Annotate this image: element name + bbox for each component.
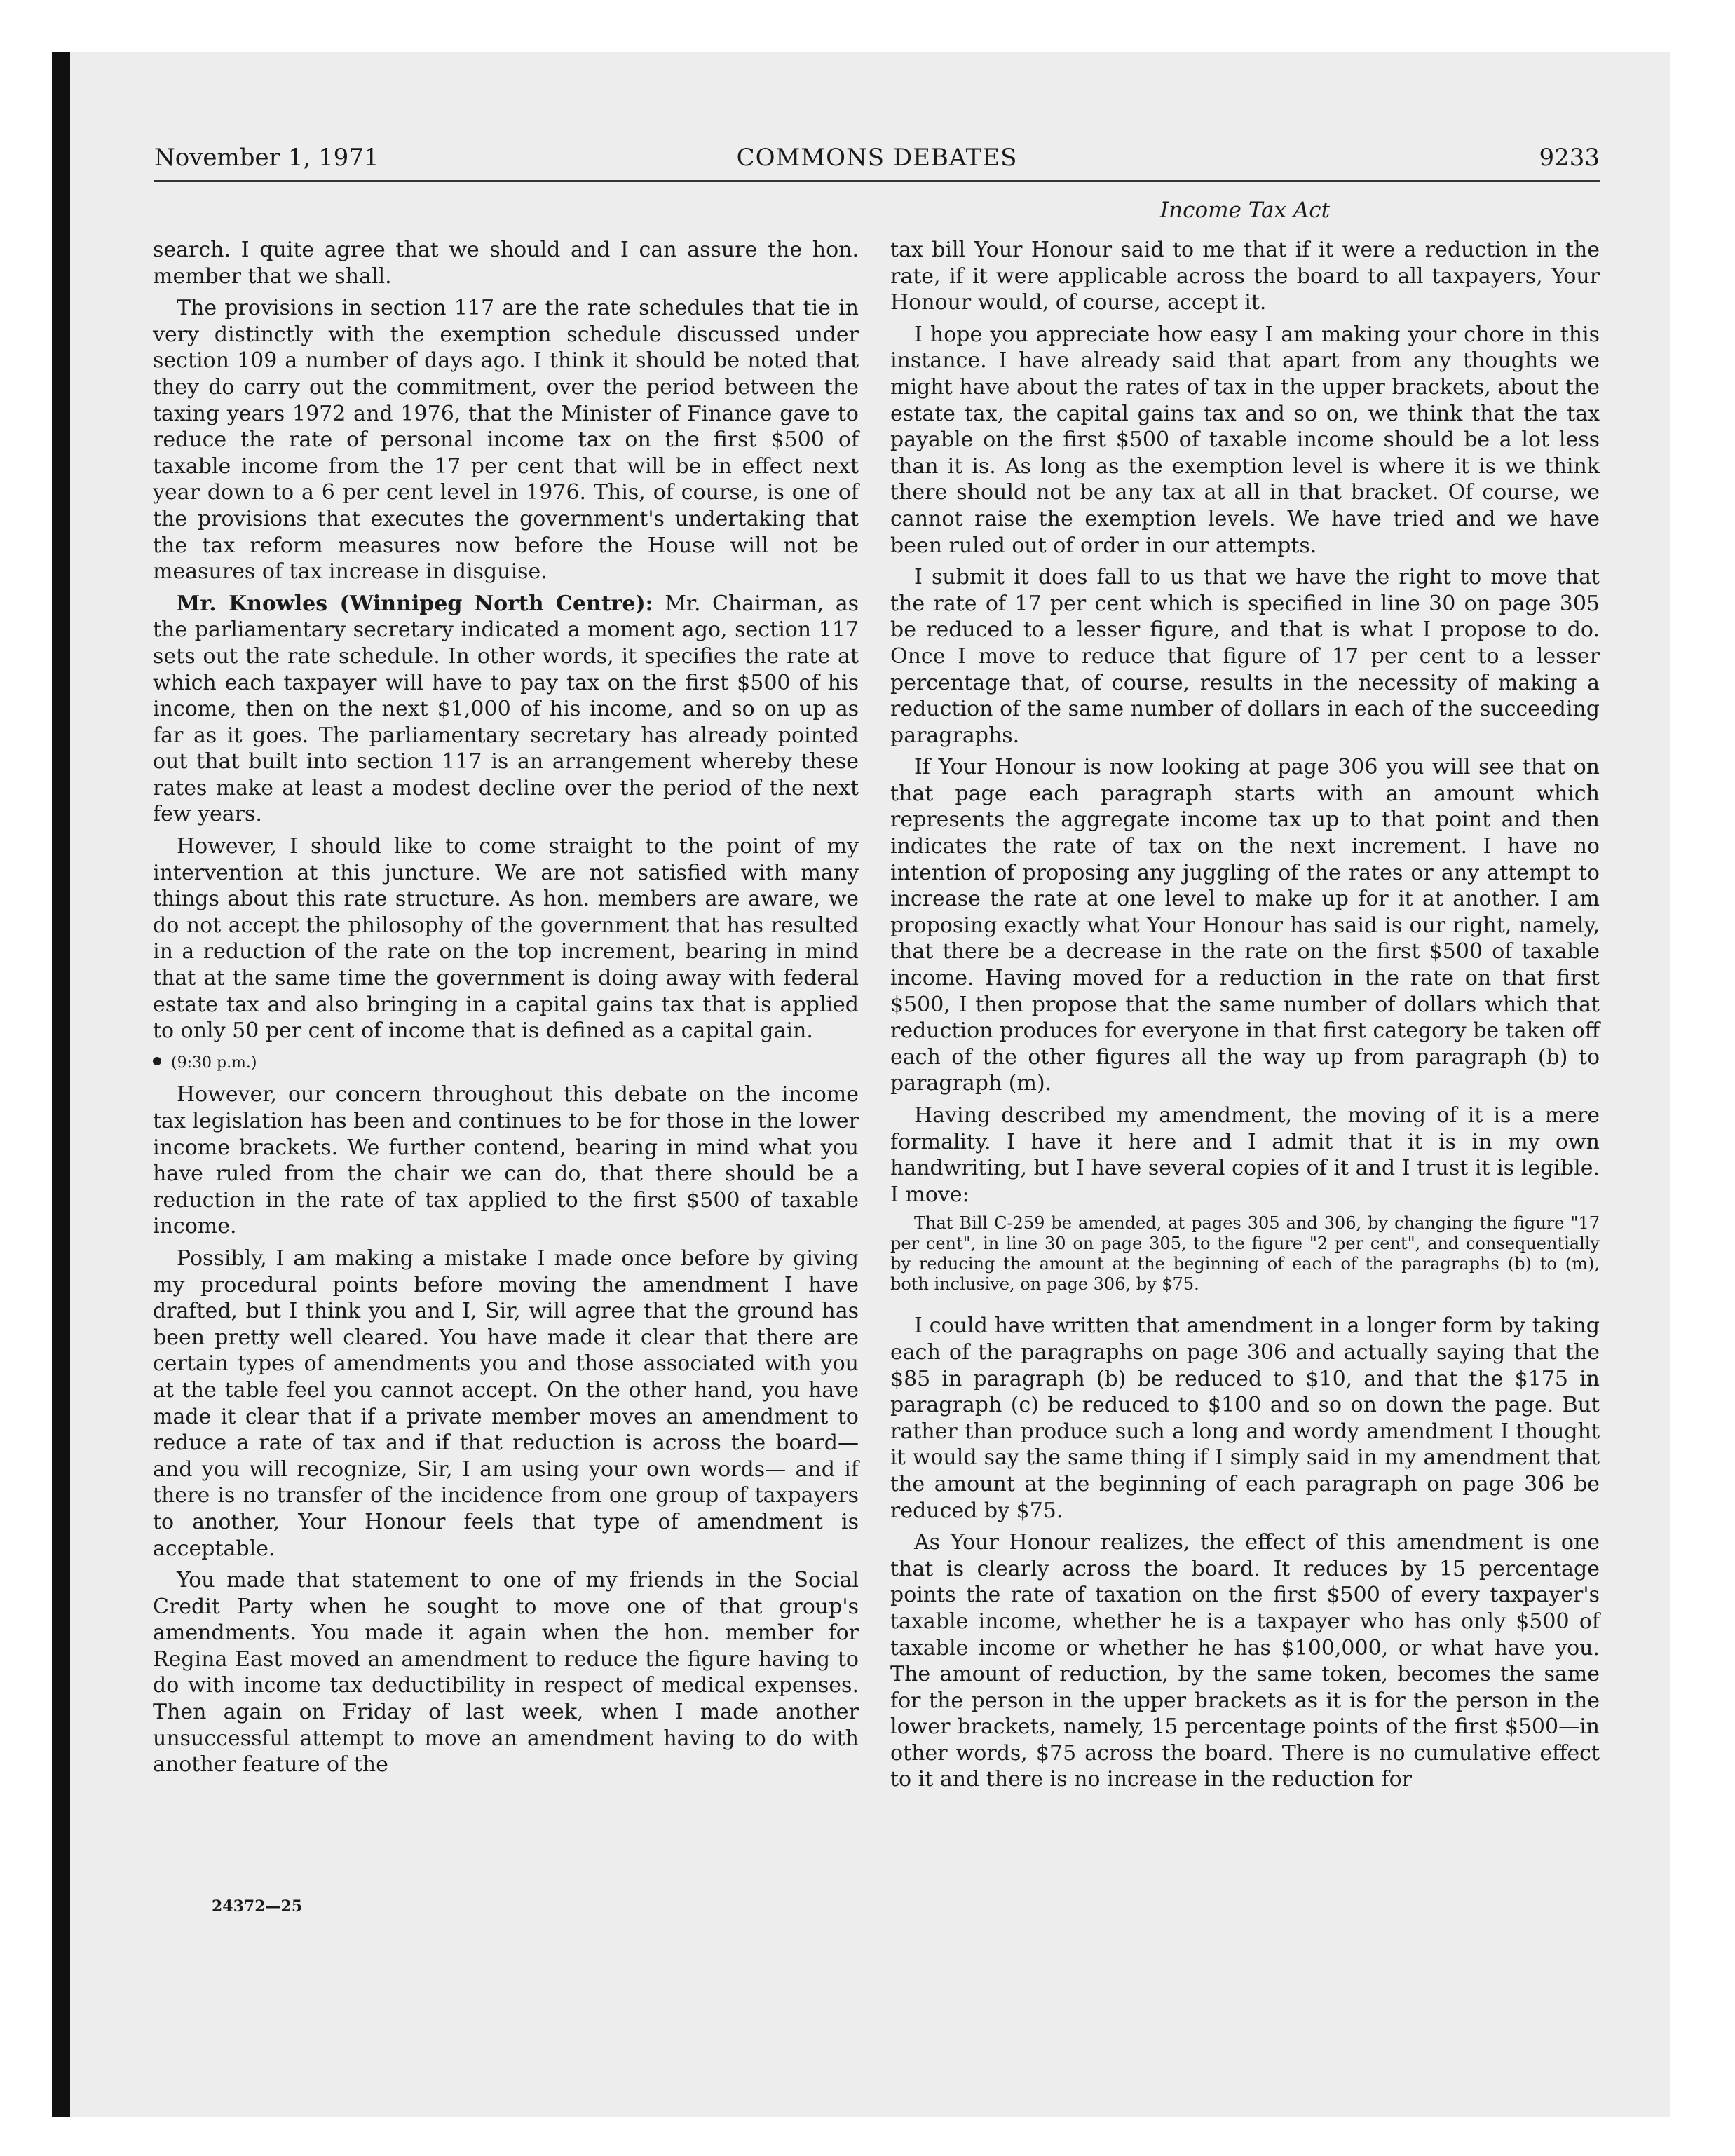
time-marker-text: (9:30 p.m.) xyxy=(171,1053,257,1072)
speech-text: Mr. Chairman, as the parliamentary secretary indicated a moment ago, section 117 sets out the rate schedule. In other words, it specifies the rate at which each taxpayer will have to pay tax on the first $500 of his income, then on the next $1,000 of his income, and so on up as far as it goes. The parliamentary secretary has already pointed out that built into section 117 is an arrangement whereby these rates make at least a modest decline over the period of the next few years. xyxy=(153,591,859,827)
speaker-paragraph xyxy=(153,591,859,828)
paragraph: search. I quite agree that we should and I can assure the hon. member that we shall. xyxy=(153,238,859,289)
paragraph: As Your Honour realizes, the effect of this amendment is one that is clearly across the board. It reduces by 15 percentage points the rate of taxation on the first $500 of every taxpayer's taxable income, whether he is a taxpayer who has only $500 of taxable income or whether he has $100,000, or what have you. The amount of reduction, by the same token, becomes the same for the person in the upper brackets as it is for the person in the lower brackets, namely, 15 percentage points of the first $500—in other words, $75 across the board. There is no cumulative effect to it and there is no increase in the reduction for xyxy=(890,1530,1600,1792)
header-date: November 1, 1971 xyxy=(154,144,379,172)
paragraph: tax bill Your Honour said to me that if it were a reduction in the rate, if it were applicable across the board to all taxpayers, Your Honour would, of course, accept it. xyxy=(890,238,1600,315)
section-subhead: Income Tax Act xyxy=(1159,198,1331,223)
paragraph: Having described my amendment, the moving of it is a mere formality. I have it here and I admit that it is in my own handwriting, but I have several copies of it and I trust it is legible. I move: xyxy=(890,1103,1600,1207)
right-column xyxy=(890,237,1600,1898)
paragraph: Possibly, I am making a mistake I made once before by giving my procedural points before moving the amendment I have drafted, but I think you and I, Sir, will agree that the ground has been pretty well cleared. You have made it clear that there are certain types of amendments you and those associated with you at the table feel you cannot accept. On the other hand, you have made it clear that if a private member moves an amendment to reduce a rate of tax and if that reduction is across the board— and you will recognize, Sir, I am using your own words— and if there is no transfer of the incidence from one group of taxpayers to another, Your Honour feels that type of amendment is acceptable. xyxy=(153,1246,859,1561)
bullet-icon xyxy=(153,1057,161,1065)
paragraph: You made that statement to one of my friends in the Social Credit Party when he sought to move one of that group's amendments. You made it again when the hon. member for Regina East moved an amendment to reduce the figure having to do with income tax deductibility in respect of medical expenses. Then again on Friday of last week, when I made another unsuccessful attempt to move an amendment having to do with another feature of the xyxy=(153,1568,859,1778)
scan-edge xyxy=(52,52,70,2117)
left-column xyxy=(153,237,859,1899)
motion-text: That Bill C-259 be amended, at pages 305 and 306, by changing the figure "17 per cent", in line 30 on page 305, to the figure "2 per cent", and consequentially by reducing the amount at the beginning of each of the paragraphs (b) to (m), both inclusive, on page 306, by $75. xyxy=(890,1213,1600,1295)
speaker-name: Mr. Knowles (Winnipeg North Centre): xyxy=(177,591,653,616)
header-publication: COMMONS DEBATES xyxy=(736,144,1018,172)
paragraph: However, our concern throughout this debate on the income tax legislation has been and continues to be for those in the lower income brackets. We further contend, bearing in mind what you have ruled from the chair we can do, that there should be a reduction in the rate of tax applied to the first $500 of taxable income. xyxy=(153,1082,859,1239)
time-marker xyxy=(153,1050,859,1077)
paragraph: However, I should like to come straight to the point of my intervention at this juncture. We are not satisfied with many things about this rate structure. As hon. members are aware, we do not accept the philosophy of the government that has resulted in a reduction of the rate on the top increment, bearing in mind that at the same time the government is doing away with federal estate tax and also bringing in a capital gains tax that is applied to only 50 per cent of income that is defined as a capital gain. xyxy=(153,834,859,1044)
paragraph: The provisions in section 117 are the rate schedules that tie in very distinctly with the exemption schedule discussed under section 109 a number of days ago. I think it should be noted that they do carry out the commitment, over the period between the taxing years 1972 and 1976, that the Minister of Finance gave to reduce the rate of personal income tax on the first $500 of taxable income from the 17 per cent that will be in effect next year down to a 6 per cent level in 1976. This, of course, is one of the provisions that executes the government's undertaking that the tax reform measures now before the House will not be measures of tax increase in disguise. xyxy=(153,296,859,585)
running-header xyxy=(154,144,1600,182)
paragraph: I submit it does fall to us that we have the right to move that the rate of 17 per cent which is specified in line 30 on page 305 be reduced to a lesser figure, and that is what I propose to do. Once I move to reduce that figure of 17 per cent to a lesser percentage that, of course, results in the necessity of making a reduction of the same number of dollars in each of the succeeding paragraphs. xyxy=(890,565,1600,748)
header-page-number: 9233 xyxy=(1539,144,1600,172)
paragraph: I could have written that amendment in a longer form by taking each of the paragraphs on page 306 and actually saying that the $85 in paragraph (b) be reduced to $10, and that the $175 in paragraph (c) be reduced to $100 and so on down the page. But rather than produce such a long and wordy amendment I thought it would say the same thing if I simply said in my amendment that the amount at the beginning of each paragraph on page 306 be reduced by $75. xyxy=(890,1314,1600,1523)
paragraph: If Your Honour is now looking at page 306 you will see that on that page each paragraph starts with an amount which represents the aggregate income tax up to that point and then indicates the rate of tax on the next increment. I have no intention of proposing any juggling of the rates or any attempt to increase the rate at one level to make up for it at another. I am proposing exactly what Your Honour has said is our right, namely, that there be a decrease in the rate on the first $500 of taxable income. Having moved for a reduction in the rate on that first $500, I then propose that the same number of dollars which that reduction produces for everyone in that first category be taken off each of the other figures all the way up from paragraph (b) to paragraph (m). xyxy=(890,755,1600,1096)
paragraph: I hope you appreciate how easy I am making your chore in this instance. I have already said that apart from any thoughts we might have about the rates of tax in the upper brackets, about the estate tax, the capital gains tax and so on, we think that the tax payable on the first $500 of taxable income should be a lot less than it is. As long as the exemption level is where it is we think there should not be any tax at all in that bracket. Of course, we cannot raise the exemption levels. We have tried and we have been ruled out of order in our attempts. xyxy=(890,322,1600,558)
footer-print-code: 24372—25 xyxy=(212,1897,303,1916)
